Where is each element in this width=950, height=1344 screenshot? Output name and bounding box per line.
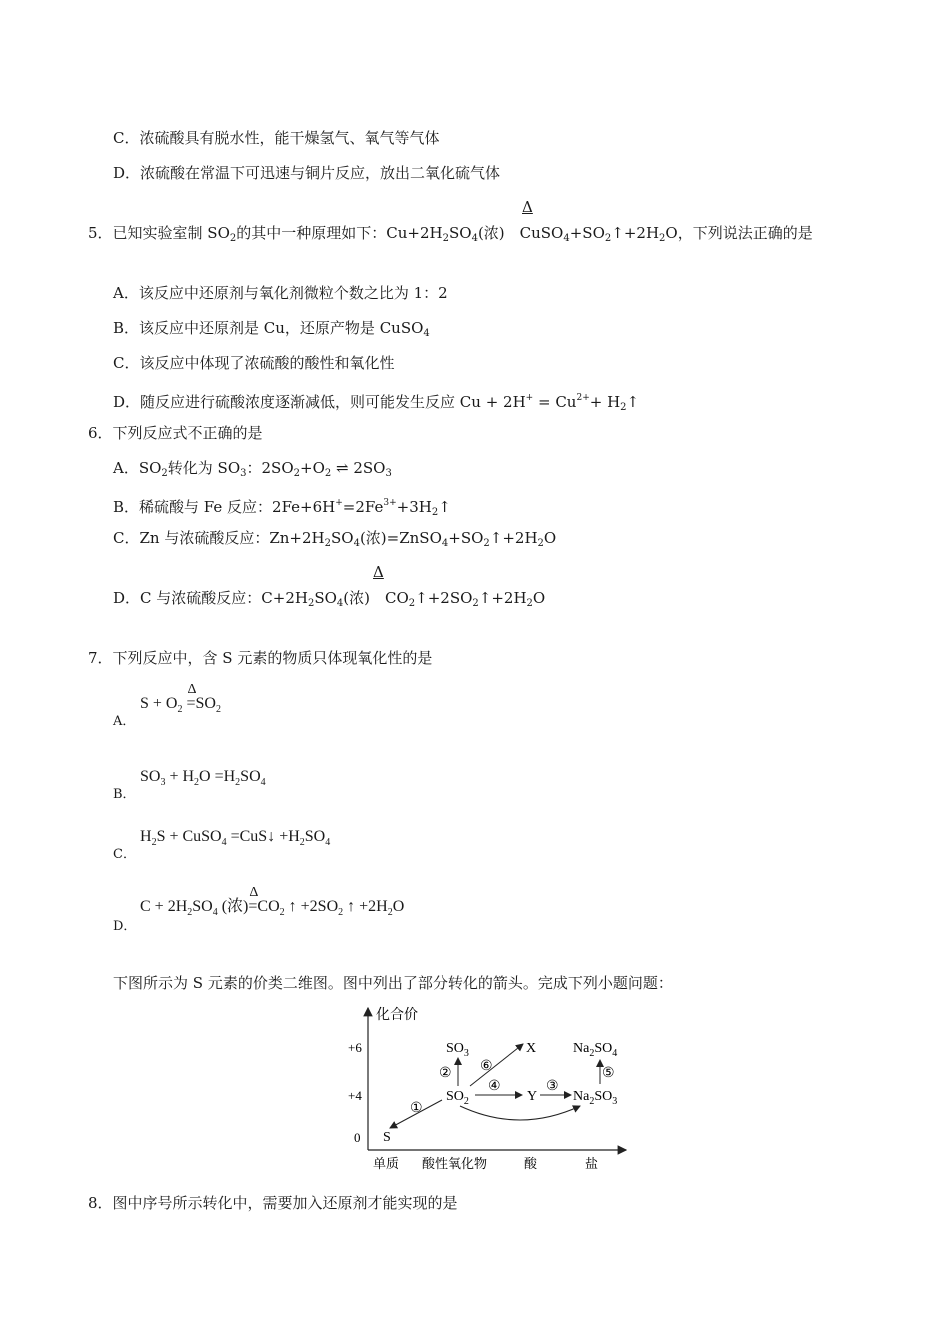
q7-stem: 7．下列反应中，含 S 元素的物质只体现氧化性的是 — [88, 649, 433, 667]
diagram-intro: 下图所示为 S 元素的价类二维图。图中列出了部分转化的箭头。完成下列小题问题： — [113, 974, 673, 992]
q6-option-d: D．C 与浓硫酸反应：$C+2H_2SO_4$(浓) $CO_2↑+2SO_2↑+2H_2O$ — [113, 589, 546, 609]
q4-option-c: C．浓硫酸具有脱水性，能干燥氢气、氧气等气体 — [113, 129, 440, 147]
q5-option-b: B．该反应中还原剂是 Cu，还原产物是 CuSO$_4$ — [113, 319, 430, 339]
q7-equation-b: $SO_3 + H_2O =H_2SO_4$ — [140, 768, 266, 788]
y-tick-plus4: +4 — [348, 1088, 362, 1103]
node-so2: $SO_2$ — [446, 1089, 469, 1107]
node-na2so4: $Na_2SO_4$ — [573, 1041, 618, 1059]
q6-option-c: C．Zn 与浓硫酸反应：$Zn+2H_2SO_4$(浓)$=ZnSO_4+SO_2↑+2H_2O$ — [113, 529, 557, 549]
q4-option-d: D．浓硫酸在常温下可迅速与铜片反应，放出二氧化硫气体 — [113, 164, 501, 182]
q6-option-b: B．稀硫酸与 Fe 反应：$2Fe+6H^+=2Fe^{3+}+3H_2↑$ — [113, 498, 451, 518]
q6-stem: 6．下列反应式不正确的是 — [88, 424, 263, 442]
x-tick-acid: 酸 — [524, 1156, 538, 1171]
q7-label-b: B． — [113, 787, 136, 802]
q5-option-c: C．该反应中体现了浓硫酸的酸性和氧化性 — [113, 354, 395, 372]
q7-label-c: C． — [113, 847, 136, 862]
y-tick-zero: 0 — [354, 1130, 361, 1145]
q6-option-a: A．$SO_2$转化为 $SO_3$：$2SO_2+O_2$ ⇌ $2SO_3$ — [113, 459, 392, 479]
step-2: ② — [439, 1066, 452, 1081]
sulfur-valence-diagram — [330, 1000, 640, 1180]
y-tick-plus6: +6 — [348, 1040, 362, 1055]
node-x: X — [526, 1041, 537, 1056]
x-tick-acidic-oxide: 酸性氧化物 — [422, 1156, 488, 1171]
q7-equation-c: $H_2S$ + CuSO$_4$ =CuS↓ $+H_2SO_4$ — [140, 828, 331, 848]
q5-option-a: A．该反应中还原剂与氧化剂微粒个数之比为 1：2 — [113, 284, 448, 302]
node-na2so3: $Na_2SO_3$ — [573, 1089, 618, 1107]
q7-equation-a: $S + O_2$ = Δ $SO_2$ — [140, 682, 221, 715]
step-6: ⑥ — [480, 1059, 493, 1074]
step-5: ⑤ — [602, 1066, 615, 1081]
x-tick-element: 单质 — [373, 1156, 400, 1171]
step-1: ① — [410, 1101, 423, 1116]
step-4: ④ — [488, 1079, 501, 1094]
node-s: S — [383, 1130, 391, 1145]
node-y: Y — [527, 1089, 538, 1104]
node-so3: $SO_3$ — [446, 1041, 469, 1059]
q5-heat-sign: Δ — [522, 198, 533, 216]
q6-heat-sign: Δ — [373, 563, 384, 581]
q5-option-d: D．随反应进行硫酸浓度逐渐减低，则可能发生反应 $Cu + 2H^+ = Cu^{2+}+$ $H_2↑$ — [113, 393, 640, 413]
x-tick-salt: 盐 — [585, 1156, 599, 1171]
step-3: ③ — [546, 1079, 559, 1094]
q7-label-a: A． — [113, 714, 136, 729]
arrow-so2-to-na2so3 — [460, 1106, 580, 1120]
q7-equation-d: $C + 2H_2SO_4$ (浓)= Δ $CO_2$ ↑ $+2SO_2$ ↑ $+2H_2O$ — [140, 885, 405, 918]
y-axis-label: 化合价 — [376, 1008, 418, 1023]
q8-stem: 8．图中序号所示转化中，需要加入还原剂才能实现的是 — [88, 1194, 458, 1212]
q7-label-d: D． — [113, 919, 137, 934]
q5-stem: 5．已知实验室制 $SO_2$的其中一种原理如下：$Cu+2H_2SO_4$(浓) $CuSO_4+SO_2↑+2H_2O$，下列说法正确的是 — [88, 224, 813, 244]
